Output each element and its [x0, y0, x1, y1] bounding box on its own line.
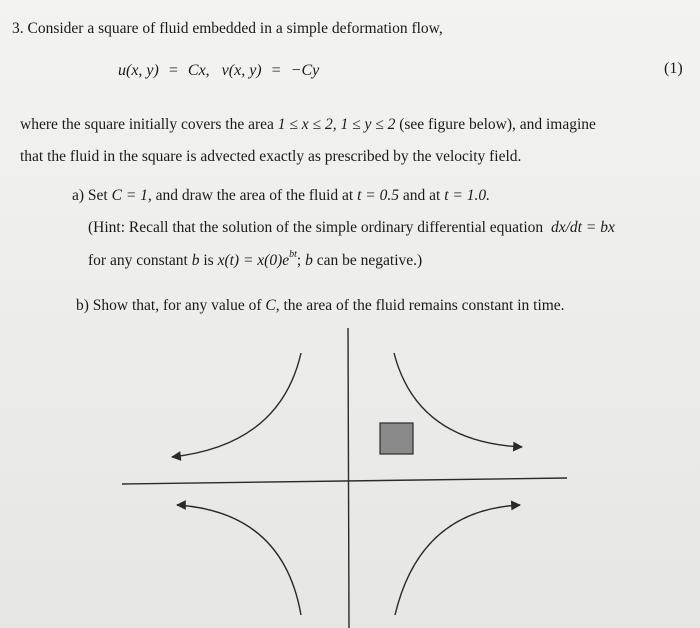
part-b-rest: the area of the fluid remains constant in time. — [283, 297, 565, 314]
equals-sign: = — [168, 62, 178, 79]
hint-text: is — [203, 252, 214, 269]
problem-intro: Consider a square of fluid embedded in a simple deformation flow, — [27, 20, 443, 37]
paragraph-line-2: that the fluid in the square is advected exactly as prescribed by the velocity field. — [20, 148, 522, 165]
hint-text: can be negative.) — [316, 252, 423, 269]
streamline-bottom-left — [177, 505, 301, 615]
ode: dx/dt = bx — [551, 219, 615, 236]
u-lhs: u(x, y) — [118, 62, 159, 79]
c-symbol: C, — [265, 297, 280, 314]
text-segment: and draw the area of the fluid at — [155, 187, 354, 204]
solution-lhs: x(t) = x(0)e — [217, 252, 290, 269]
text-segment: (see figure below), and imagine — [399, 116, 596, 133]
hint-text: for any constant — [88, 252, 188, 269]
y-axis — [348, 328, 349, 628]
v-lhs: v(x, y) — [221, 62, 262, 79]
text-segment: where the square initially covers the area — [20, 116, 274, 133]
text-segment: and at — [402, 187, 441, 204]
equals-sign: = — [271, 62, 281, 79]
time-1: t = 0.5 — [357, 187, 399, 204]
hint-text: (Hint: Recall that the solution of the simple ordinary differential equation — [88, 219, 544, 236]
problem-number: 3. — [12, 20, 24, 37]
streamline-top-left — [172, 353, 301, 457]
x-axis — [122, 478, 567, 484]
y-range: 1 ≤ y ≤ 2 — [340, 116, 396, 133]
semicolon: ; — [296, 252, 302, 269]
fluid-square — [380, 423, 413, 454]
c-value: C = 1, — [111, 187, 152, 204]
time-2: t = 1.0. — [444, 187, 490, 204]
constant-b: b — [191, 252, 200, 269]
streamline-bottom-right — [395, 505, 520, 615]
solution-exponent: bt — [289, 249, 297, 260]
part-a-prefix: a) Set — [72, 187, 108, 204]
u-rhs: Cx — [187, 62, 206, 79]
x-range: 1 ≤ x ≤ 2, — [277, 116, 337, 133]
part-b-prefix: b) Show that, for any value of — [76, 297, 262, 314]
constant-b: b — [305, 252, 313, 269]
equation-number: (1) — [664, 60, 683, 77]
comma: , — [205, 62, 210, 79]
v-rhs: −Cy — [290, 62, 320, 79]
